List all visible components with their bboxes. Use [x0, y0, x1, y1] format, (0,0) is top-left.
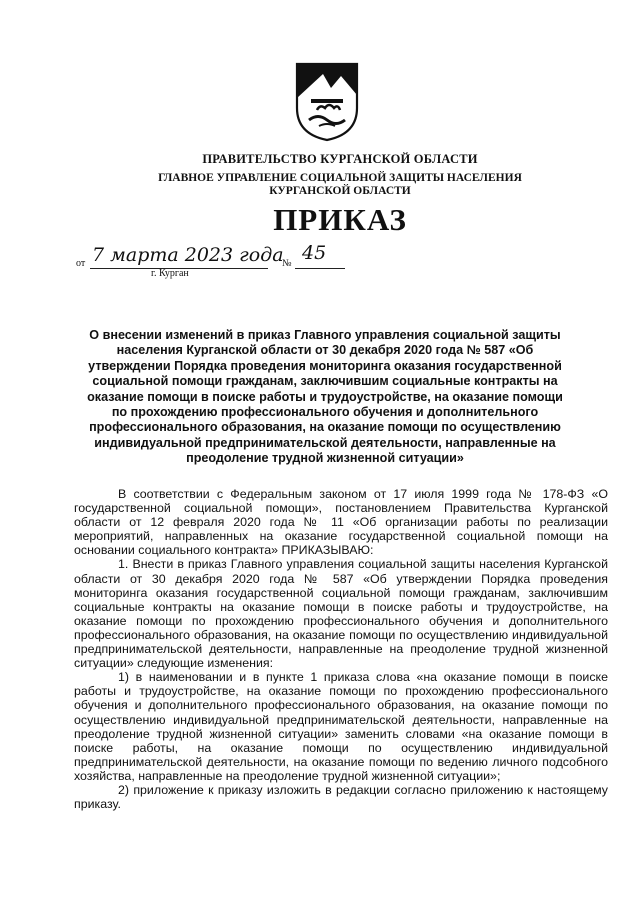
coat-of-arms-icon: [295, 62, 359, 142]
document-type: ПРИКАЗ: [273, 202, 407, 237]
order-subject: О внесении изменений в приказ Главного управления социальной защиты населения Курганской области от 30 декабря 2020 года № 587 «Об утверждении Порядка проведения мониторинга оказания государственной социальной помощи гражданам, заключившим социальные контракты на оказание помощи в поиске работы и трудоустройстве, на оказание помощи по прохождению профессионального обучения и дополнительного профессионального образования, на оказание помощи по осуществлению индивидуальной предпринимательской деятельности, направленные на преодоление трудной жизненной ситуации»: [87, 328, 563, 466]
body-paragraph-preamble: В соответствии с Федеральным законом от 17 июля 1999 года № 178-ФЗ «О государственной социальной помощи», постановлением Правительства Курганской области от 12 февраля 2020 года № 11 «Об организации работы по реализации мероприятий, направленных на оказание государственной социальной помощи на основании социального контракта» ПРИКАЗЫВАЮ:: [74, 487, 608, 558]
order-date-line: [76, 242, 376, 276]
department-line-1: ГЛАВНОЕ УПРАВЛЕНИЕ СОЦИАЛЬНОЙ ЗАЩИТЫ НАСЕЛЕНИЯ: [158, 172, 522, 184]
handwritten-date: 7 марта 2023 года: [92, 244, 284, 266]
from-label: от: [76, 258, 86, 269]
body-paragraph-subitem-1: 1) в наименовании и в пункте 1 приказа слова «на оказание помощи в поиске работы и трудоустройстве, на оказание помощи по прохождению профессионального обучения и дополнительного профессионального образования, на оказание помощи по осуществлению индивидуальной предпринимательской деятельности, направленные на преодоление трудной жизненной ситуации» заменить словами «на оказание помощи в поиске работы, на оказание помощи по осуществлению индивидуальной предпринимательской деятельности, на оказание помощи по ведению личного подсобного хозяйства, направленные на преодоление трудной жизненной ситуации»;: [74, 670, 608, 783]
number-underline: [295, 268, 345, 269]
government-title: ПРАВИТЕЛЬСТВО КУРГАНСКОЙ ОБЛАСТИ: [202, 152, 478, 166]
body-paragraph-subitem-2: 2) приложение к приказу изложить в редакции согласно приложению к настоящему приказу.: [74, 782, 608, 812]
body-paragraph-item-1: 1. Внести в приказ Главного управления социальной защиты населения Курганской области от 30 декабря 2020 года № 587 «Об утверждении Порядка проведения мониторинга оказания государственной социальной помощи гражданам, заключившим социальные контракты на оказание помощи в поиске работы и трудоустройстве, на оказание помощи по прохождению профессионального обучения и дополнительного профессионального образования, на оказание помощи по осуществлению индивидуальной предпринимательской деятельности, направленные на преодоление трудной жизненной ситуации» следующие изменения:: [74, 557, 608, 671]
order-body: [74, 487, 608, 811]
city-label: г. Курган: [151, 268, 189, 279]
department-line-2: КУРГАНСКОЙ ОБЛАСТИ: [269, 185, 411, 197]
handwritten-number: 45: [302, 242, 327, 264]
department-title: [60, 172, 620, 198]
number-label: №: [282, 258, 292, 269]
